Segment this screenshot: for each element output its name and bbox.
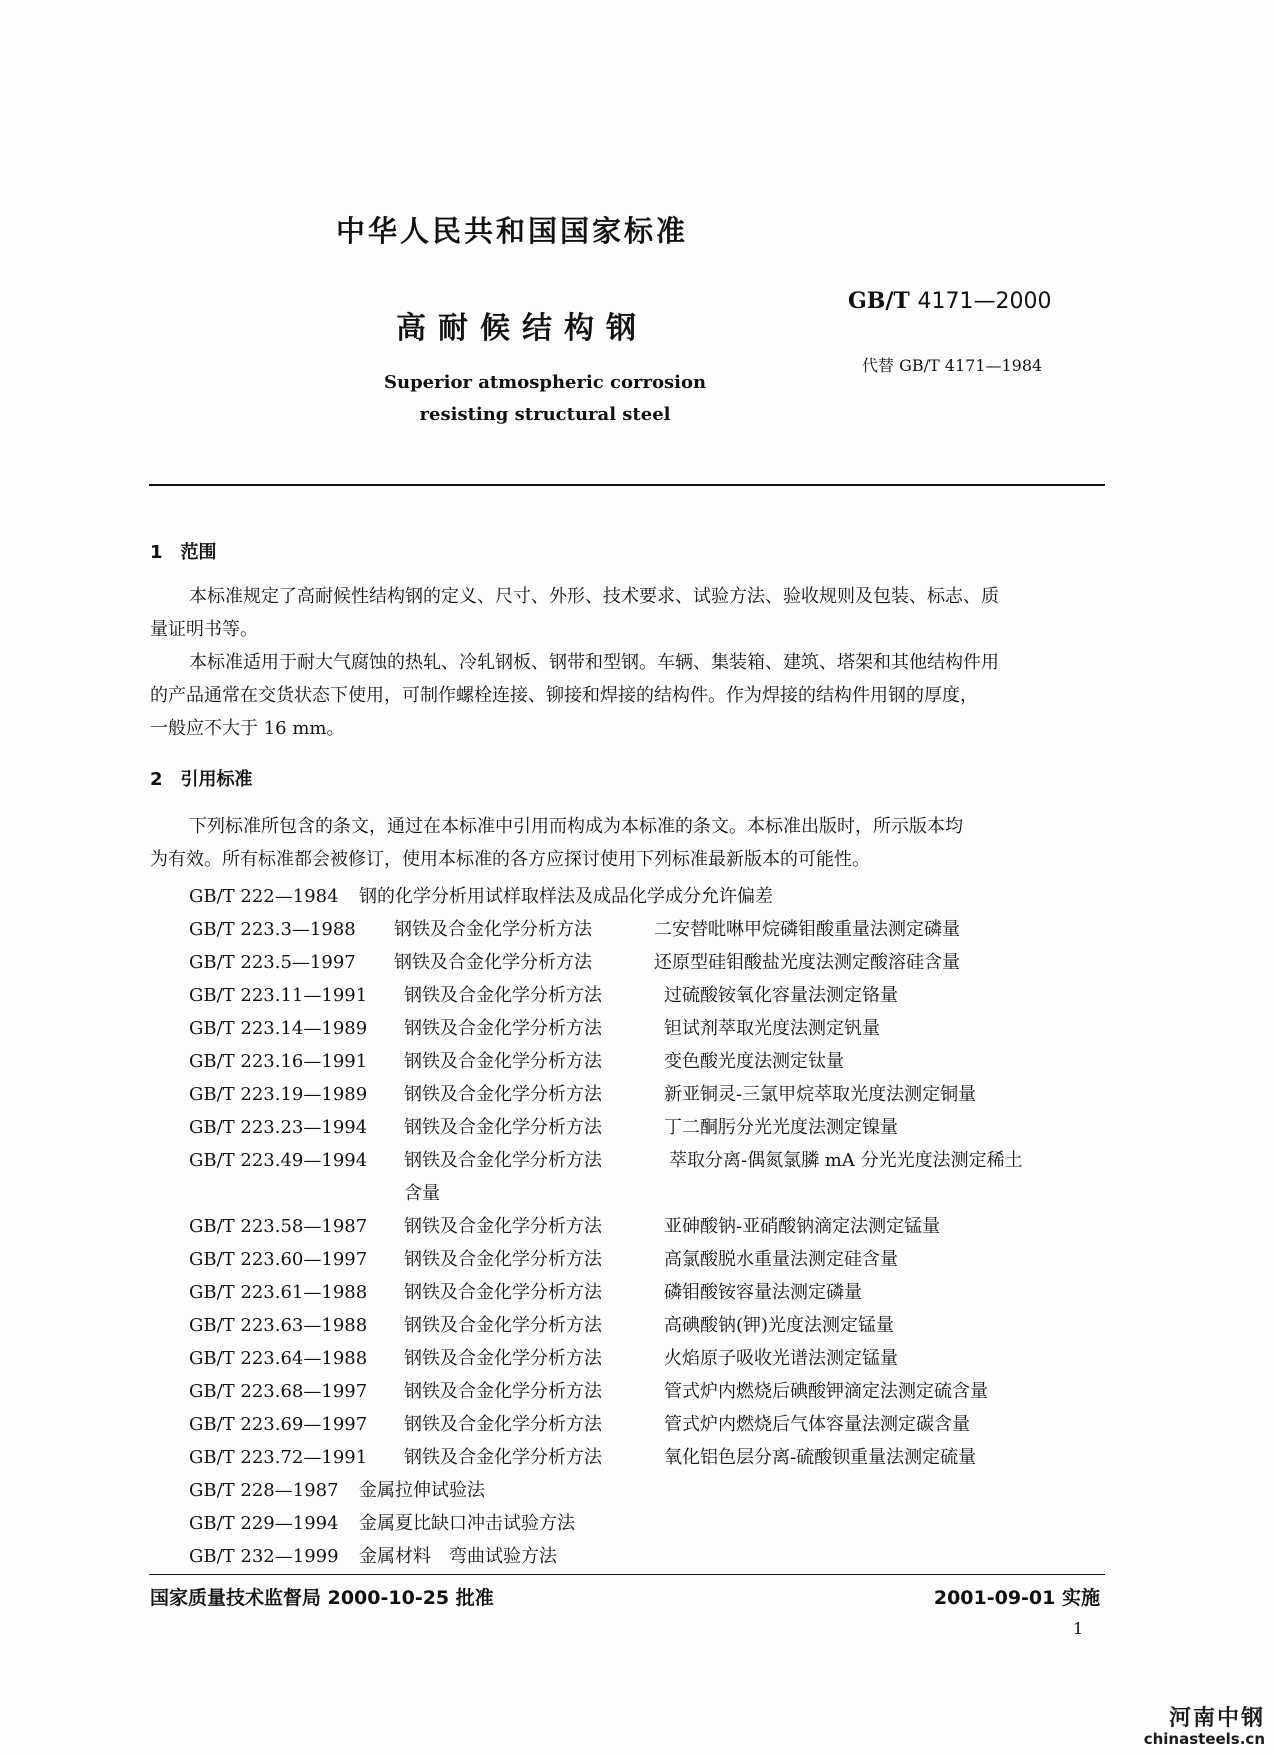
reference-series: 钢铁及合金化学分析方法: [404, 985, 602, 1006]
reference-method: 高氯酸脱水重量法测定硅含量: [664, 1249, 898, 1270]
reference-row: [189, 1474, 1109, 1507]
text-line: 本标准适用于耐大气腐蚀的热轧、冷轧钢板、钢带和型钢。车辆、集装箱、建筑、塔架和其他结构件用: [189, 652, 999, 673]
reference-row: [189, 946, 1109, 979]
reference-method: 管式炉内燃烧后碘酸钾滴定法测定硫含量: [664, 1381, 988, 1402]
reference-row: [189, 1243, 1109, 1276]
approval-line: 国家质量技术监督局 2000-10-25 批准: [150, 1587, 494, 1609]
reference-row: [189, 1078, 1109, 1111]
referenced-standards-list: [189, 880, 1109, 1573]
reference-series: 钢铁及合金化学分析方法: [404, 1315, 602, 1336]
reference-method: 钽试剂萃取光度法测定钒量: [664, 1018, 880, 1039]
reference-code: GB/T 223.14—1989: [189, 1018, 368, 1039]
standard-code: 4171—2000: [917, 289, 1052, 314]
reference-code: GB/T 223.72—1991: [189, 1447, 368, 1468]
reference-row: [189, 1408, 1109, 1441]
reference-code: GB/T 222—1984: [189, 886, 339, 907]
reference-series: 钢铁及合金化学分析方法: [404, 1381, 602, 1402]
reference-row: [189, 880, 1109, 913]
reference-series: 钢铁及合金化学分析方法: [404, 1414, 602, 1435]
reference-row: [189, 1309, 1109, 1342]
reference-code: GB/T 228—1987: [189, 1480, 339, 1501]
text-line: 量证明书等。: [150, 619, 258, 640]
reference-series: 钢铁及合金化学分析方法: [394, 952, 592, 973]
reference-method: 丁二酮肟分光光度法测定镍量: [664, 1117, 898, 1138]
reference-code: GB/T 223.49—1994: [189, 1150, 368, 1171]
watermark-url: chinasteels.cn: [1143, 1730, 1265, 1748]
reference-code: GB/T 223.5—1997: [189, 952, 356, 973]
reference-row: [189, 1375, 1109, 1408]
reference-code: GB/T 223.19—1989: [189, 1084, 368, 1105]
reference-row: [189, 1441, 1109, 1474]
implementation-date: 2001-09-01 实施: [933, 1587, 1100, 1609]
standard-prefix: GB/T: [848, 288, 910, 314]
reference-series: 钢铁及合金化学分析方法: [404, 1018, 602, 1039]
section-2-heading: 2 引用标准: [150, 769, 253, 790]
english-title-line-2: resisting structural steel: [419, 404, 671, 425]
section-1-paragraph-2: [150, 646, 999, 745]
reference-code: GB/T 223.63—1988: [189, 1315, 368, 1336]
reference-code: GB/T 223.60—1997: [189, 1249, 368, 1270]
national-standard-heading: 中华人民共和国国家标准: [336, 214, 689, 248]
reference-method: 还原型硅钼酸盐光度法测定酸溶硅含量: [654, 952, 960, 973]
reference-method: 磷钼酸铵容量法测定磷量: [664, 1282, 862, 1303]
reference-method: 二安替吡啉甲烷磷钼酸重量法测定磷量: [654, 919, 960, 940]
reference-series: 钢铁及合金化学分析方法: [394, 919, 592, 940]
reference-code: GB/T 232—1999: [189, 1546, 339, 1567]
text-line: 的产品通常在交货状态下使用，可制作螺栓连接、铆接和焊接的结构件。作为焊接的结构件用钢的厚度，: [150, 685, 978, 706]
reference-row: [189, 1045, 1109, 1078]
reference-series: 钢铁及合金化学分析方法: [404, 1447, 602, 1468]
reference-series: 钢铁及合金化学分析方法: [404, 1117, 602, 1138]
reference-code: GB/T 223.23—1994: [189, 1117, 368, 1138]
reference-code: GB/T 223.68—1997: [189, 1381, 368, 1402]
reference-row: [189, 1012, 1109, 1045]
reference-title: 金属拉伸试验法: [359, 1480, 485, 1501]
reference-code: GB/T 223.61—1988: [189, 1282, 368, 1303]
reference-method: 亚砷酸钠-亚硝酸钠滴定法测定锰量: [664, 1216, 941, 1237]
reference-code: GB/T 223.11—1991: [189, 985, 368, 1006]
reference-method: 火焰原子吸收光谱法测定锰量: [664, 1348, 898, 1369]
reference-series: 钢铁及合金化学分析方法: [404, 1051, 602, 1072]
reference-series: 钢铁及合金化学分析方法: [404, 1150, 602, 1171]
header-divider: [149, 484, 1105, 486]
reference-code: GB/T 223.64—1988: [189, 1348, 368, 1369]
reference-code: GB/T 223.58—1987: [189, 1216, 368, 1237]
section-1-paragraph-1: [150, 580, 999, 646]
text-line: 一般应不大于 16 mm。: [150, 718, 345, 739]
reference-title: 金属材料 弯曲试验方法: [359, 1546, 557, 1567]
reference-method: 氧化铝色层分离-硫酸钡重量法测定硫量: [664, 1447, 977, 1468]
english-title: [384, 367, 706, 431]
reference-row: [189, 1210, 1109, 1243]
reference-row: [189, 1144, 1109, 1210]
reference-method-continued: 含量: [404, 1183, 440, 1204]
reference-series: 钢铁及合金化学分析方法: [404, 1216, 602, 1237]
reference-row: [189, 1507, 1109, 1540]
reference-title: 钢的化学分析用试样取样法及成品化学成分允许偏差: [359, 886, 773, 907]
reference-row: [189, 1111, 1109, 1144]
english-title-line-1: Superior atmospheric corrosion: [384, 372, 707, 393]
reference-method: 变色酸光度法测定钛量: [664, 1051, 844, 1072]
reference-series: 钢铁及合金化学分析方法: [404, 1249, 602, 1270]
reference-code: GB/T 223.3—1988: [189, 919, 356, 940]
reference-code: GB/T 223.16—1991: [189, 1051, 368, 1072]
reference-method: 高碘酸钠(钾)光度法测定锰量: [664, 1315, 895, 1336]
reference-method: 过硫酸铵氧化容量法测定铬量: [664, 985, 898, 1006]
section-2-paragraph-1: [150, 810, 963, 876]
reference-method: 新亚铜灵-三氯甲烷萃取光度法测定铜量: [664, 1084, 977, 1105]
reference-series: 钢铁及合金化学分析方法: [404, 1282, 602, 1303]
text-line: 下列标准所包含的条文，通过在本标准中引用而构成为本标准的条文。本标准出版时，所示版本均: [189, 816, 963, 837]
reference-series: 钢铁及合金化学分析方法: [404, 1084, 602, 1105]
reference-method: 萃取分离-偶氮氯膦 mA 分光光度法测定稀土: [669, 1150, 1023, 1171]
reference-row: [189, 913, 1109, 946]
replaces-standard: 代替 GB/T 4171—1984: [862, 356, 1043, 375]
site-watermark: [1143, 1706, 1265, 1749]
reference-code: GB/T 229—1994: [189, 1513, 339, 1534]
watermark-brand: 河南中钢: [1168, 1706, 1265, 1731]
reference-title: 金属夏比缺口冲击试验方法: [359, 1513, 575, 1534]
reference-code: GB/T 223.69—1997: [189, 1414, 368, 1435]
text-line: 为有效。所有标准都会被修订，使用本标准的各方应探讨使用下列标准最新版本的可能性。: [150, 849, 870, 870]
reference-method: 管式炉内燃烧后气体容量法测定碳含量: [664, 1414, 970, 1435]
section-1-heading: 1 范围: [150, 542, 217, 563]
reference-row: [189, 1342, 1109, 1375]
page-number: 1: [1073, 1619, 1084, 1638]
reference-series: 钢铁及合金化学分析方法: [404, 1348, 602, 1369]
reference-row: [189, 1540, 1109, 1573]
reference-row: [189, 979, 1109, 1012]
standard-number: [848, 288, 1051, 314]
footer-divider: [149, 1574, 1105, 1575]
text-line: 本标准规定了高耐候性结构钢的定义、尺寸、外形、技术要求、试验方法、验收规则及包装、标志、质: [189, 586, 999, 607]
document-title: 高耐候结构钢: [396, 311, 648, 346]
reference-row: [189, 1276, 1109, 1309]
